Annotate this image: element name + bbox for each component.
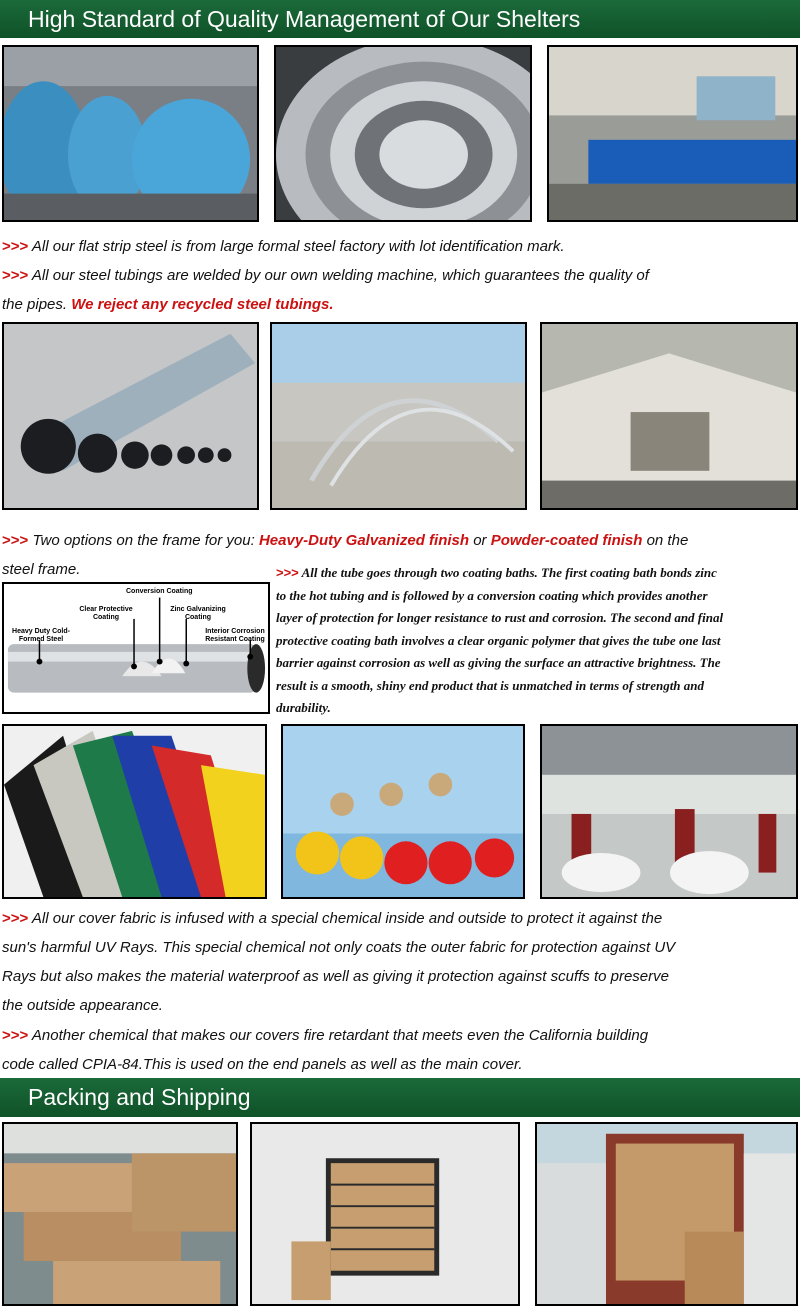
bullet-text: code called CPIA-84.This is used on the end panels as well as the main cover. bbox=[2, 1056, 523, 1073]
coating-line: durability. bbox=[276, 700, 331, 715]
bullet-fabric-line-3 bbox=[2, 968, 669, 985]
bullet-text: the outside appearance. bbox=[2, 997, 163, 1014]
coating-line: result is a smooth, shiny end product that is unmatched in terms of strength and bbox=[276, 677, 705, 693]
bullet-fabric-line-2 bbox=[2, 939, 675, 956]
diagram-label-steel: Heavy Duty Cold-Formed Steel bbox=[12, 628, 70, 643]
bullet-text: the pipes. bbox=[2, 296, 68, 313]
bullet-fabric-line-4 bbox=[2, 997, 163, 1014]
photo-fabric-swatches bbox=[2, 724, 267, 899]
bullet-text: All our cover fabric is infused with a special chemical inside and outside to protect it against the bbox=[31, 910, 663, 927]
bullet-welding-cont bbox=[2, 296, 334, 313]
section-banner-quality bbox=[0, 0, 800, 38]
photo-fabric-rolls bbox=[281, 724, 525, 899]
coating-line: layer of protection for longer resistance to rust and corrosion. The second and final bbox=[276, 610, 724, 625]
option-galvanized: Heavy-Duty Galvanized finish bbox=[258, 532, 470, 549]
photo-steel-tubes bbox=[2, 322, 259, 510]
photo-welding-machine bbox=[547, 45, 798, 222]
option-powder-coated: Powder-coated finish bbox=[490, 532, 643, 549]
bullet-marker: >>> bbox=[2, 532, 29, 549]
section-title: Packing and Shipping bbox=[28, 1084, 251, 1110]
bullet-marker: >>> bbox=[2, 238, 29, 255]
coating-line: protective coating bath involves a clear organic polymer that gives the tube one last bbox=[276, 632, 721, 648]
bullet-text: All our flat strip steel is from large formal steel factory with lot identification mark. bbox=[31, 238, 565, 255]
bullet-marker: >>> bbox=[2, 267, 29, 284]
photo-steel-coils-wrapped bbox=[2, 45, 259, 222]
bullet-text: All our steel tubings are welded by our own welding machine, which guarantees the quality of bbox=[31, 267, 649, 284]
diagram-label-interior: Interior Corrosion Resistant Coating bbox=[205, 628, 265, 643]
bullet-marker: >>> bbox=[2, 1027, 29, 1044]
diagram-label-conversion: Conversion Coating bbox=[126, 588, 193, 595]
bullet-frame-options-cont bbox=[2, 561, 80, 578]
coating-description bbox=[276, 562, 798, 720]
bullet-marker: >>> bbox=[276, 565, 299, 580]
bullet-text: steel frame. bbox=[2, 561, 81, 578]
section-banner-packing bbox=[0, 1078, 800, 1117]
bullet-frame-options bbox=[2, 532, 688, 549]
diagram-label-zinc: Zinc Galvanizing Coating bbox=[170, 606, 226, 621]
bullet-text-tail: on the bbox=[646, 532, 689, 549]
coating-line: to the hot tubing and is followed by a conversion coating which provides another bbox=[276, 587, 708, 603]
photo-packed-crates bbox=[2, 1122, 238, 1306]
bullet-steel-source bbox=[2, 238, 565, 255]
bullet-text: Another chemical that makes our covers fire retardant that meets even the California building bbox=[31, 1027, 649, 1044]
bullet-fire-line-2 bbox=[2, 1056, 523, 1073]
bullet-text-or: or bbox=[473, 532, 487, 549]
photo-shelter-frame bbox=[270, 322, 527, 510]
bullet-fabric-line-1 bbox=[2, 910, 662, 927]
photo-fabric-workshop bbox=[540, 724, 798, 899]
photo-container-truck bbox=[535, 1122, 798, 1306]
diagram-label-clear: Clear Protective Coating bbox=[79, 606, 133, 621]
section-title: High Standard of Quality Management of Our Shelters bbox=[28, 6, 581, 32]
bullet-welding bbox=[2, 267, 649, 284]
bullet-text: Rays but also makes the material waterproof as well as giving it protection against scuffs to preserve bbox=[2, 968, 669, 985]
bullet-marker: >>> bbox=[2, 910, 29, 927]
bullet-text: sun's harmful UV Rays. This special chemical not only coats the outer fabric for protection against UV bbox=[2, 939, 676, 956]
photo-steel-strip-coil bbox=[274, 45, 532, 222]
bullet-highlight: We reject any recycled steel tubings. bbox=[71, 296, 334, 313]
photo-container-loaded bbox=[250, 1122, 520, 1306]
coating-text: All the tube goes through two coating baths. The first coating bath bonds zinc bbox=[301, 565, 717, 580]
bullet-fire-line-1 bbox=[2, 1027, 648, 1044]
coating-diagram bbox=[2, 582, 270, 714]
coating-line: barrier against corrosion as well as giving the surface an attractive brightness. The bbox=[276, 655, 721, 670]
bullet-text: Two options on the frame for you: bbox=[32, 532, 255, 549]
coating-line bbox=[276, 562, 798, 585]
photo-shelter-covered bbox=[540, 322, 798, 510]
